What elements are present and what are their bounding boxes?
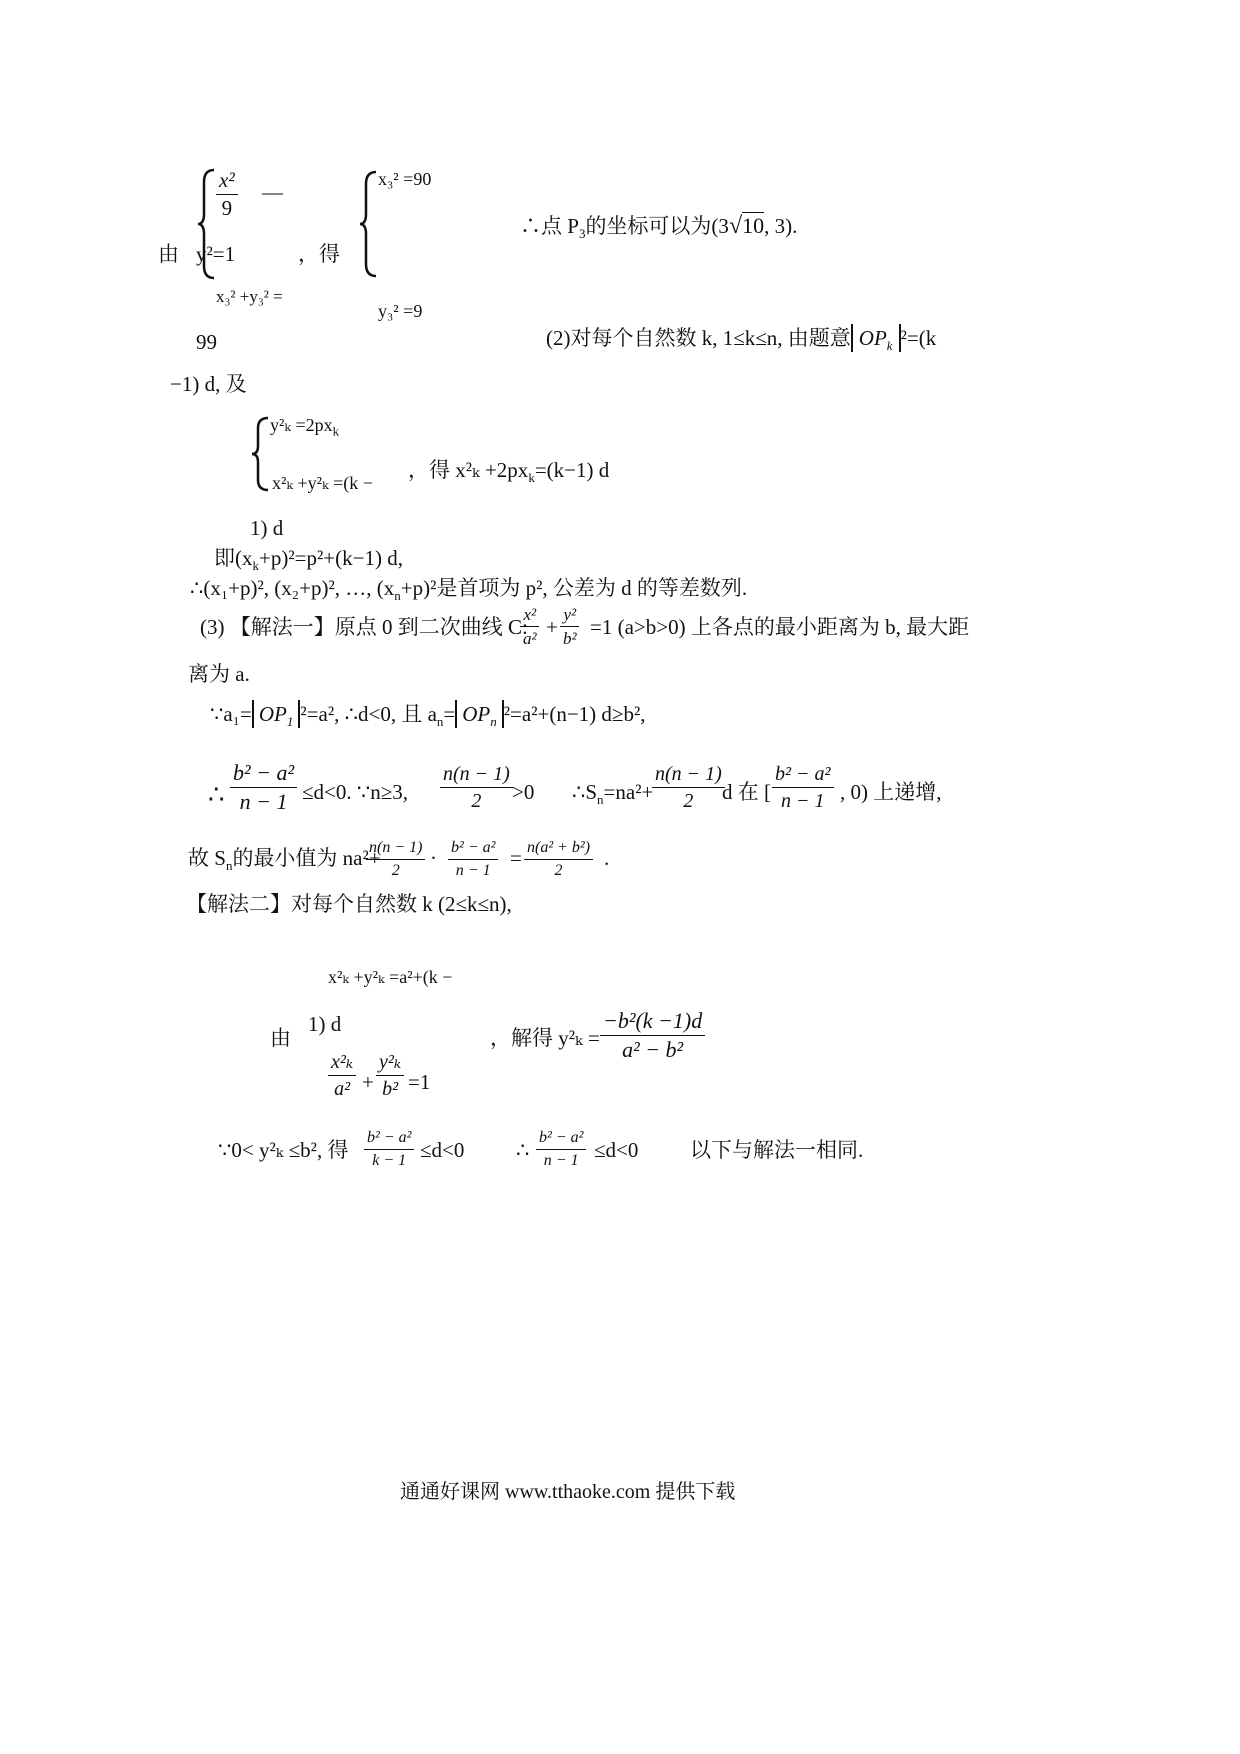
solution-2-heading: 【解法二】对每个自然数 k (2≤k≤n),	[186, 892, 512, 916]
fraction-xk-a2: $\frac{\text{x²ₖ}}{\text{a²}}$	[328, 1052, 356, 1099]
eq-yk2-2pxk: $y^2_k =2px_k$	[270, 415, 340, 439]
fraction-x2-over-9: $\frac{\text{x²}}{9}$	[216, 170, 238, 219]
fraction-b2-a2-n1: $\frac{\text{b² − a²}}{n - 1}$	[230, 762, 297, 813]
text-get-2: ，得 $x^2_k +2px_k=(k-1)$ d	[408, 458, 610, 486]
fraction-yk-b2: $\frac{\text{y²ₖ}}{\text{b²}}$	[376, 1052, 404, 1099]
part2-line: (2)对每个自然数 k, 1≤k≤n, 由题意 $OP_k$ ²=(k	[546, 326, 937, 354]
fraction-final-1: $\frac{\text{b² − a²}}{k - 1}$	[364, 1130, 414, 1169]
eq-cont: 1) d	[308, 1012, 342, 1036]
x3-eq-90: x₃² =90	[378, 169, 432, 189]
eq-xk-yk: x²ₖ +y²ₖ =(k −	[272, 473, 373, 493]
left-brace-3	[250, 416, 272, 492]
text-you-2: 由	[270, 1026, 291, 1050]
fraction-y2-b2: $\frac{\text{y²}}{\text{b²}}$	[560, 606, 580, 647]
fraction-solution: $\frac{\text{−b²(k −1)d}}{\text{a² − b²}}$	[600, 1010, 705, 1061]
fraction-min-1: $\frac{n(n - 1)}{2}$	[366, 840, 425, 879]
y2-equals-1: y²=1	[196, 242, 236, 266]
page-footer: 通通好课网 www.tthaoke.com 提供下载	[400, 1481, 736, 1503]
fraction-b2-a2-n1-b: $\frac{\text{b² − a²}}{n - 1}$	[772, 764, 834, 811]
fraction-min-2: $\frac{\text{b² − a²}}{n - 1}$	[448, 840, 498, 879]
ninety-nine: 99	[196, 330, 217, 354]
fraction-x2-a2: $\frac{\text{x²}}{\text{a²}}$	[520, 606, 540, 647]
conclusion-p3: ∴点 $P_3$的坐标可以为(3√10, 3).	[520, 213, 798, 242]
text-you: 由	[158, 242, 179, 266]
eq-xk-yk-cont: 1) d	[250, 516, 284, 540]
fraction-nn1-2: $\frac{n(n - 1)}{2}$	[440, 764, 513, 811]
left-brace-2	[358, 170, 380, 278]
fraction-nn1-2-b: $\frac{n(n - 1)}{2}$	[652, 764, 725, 811]
eq-xk-yk-a2: x²ₖ +y²ₖ =a²+(k −	[328, 967, 453, 987]
line-sequence: ∴(x₁+p)², (x₂+p)², …, $(x_n+p)^2$是首项为 p², 公差为 d 的等差数列.	[190, 576, 748, 604]
text-solve: ，解得 y²ₖ =	[490, 1026, 600, 1050]
text-get: ，得	[298, 242, 340, 266]
part2-cont: −1) d, 及	[170, 372, 247, 396]
y3-eq-9: y₃² =9	[378, 301, 423, 321]
dash: —	[262, 180, 283, 204]
fraction-min-3: $\frac{\text{n(a² + b²)}}{2}$	[524, 840, 593, 879]
line-ji: 即$(x_k+p)^2=p^2+(k-1)$ d,	[214, 546, 403, 574]
fraction-final-2: $\frac{\text{b² − a²}}{n - 1}$	[536, 1130, 586, 1169]
because-line: ∵a₁= $OP_1$ ²=a², ∴d<0, 且 $a_n= OP_n$ ²=a²+(n−1) d≥b²,	[210, 702, 646, 730]
x3-y3-eq: x₃² +y₃² =	[216, 287, 283, 306]
part3-cont: 离为 a.	[188, 662, 250, 686]
